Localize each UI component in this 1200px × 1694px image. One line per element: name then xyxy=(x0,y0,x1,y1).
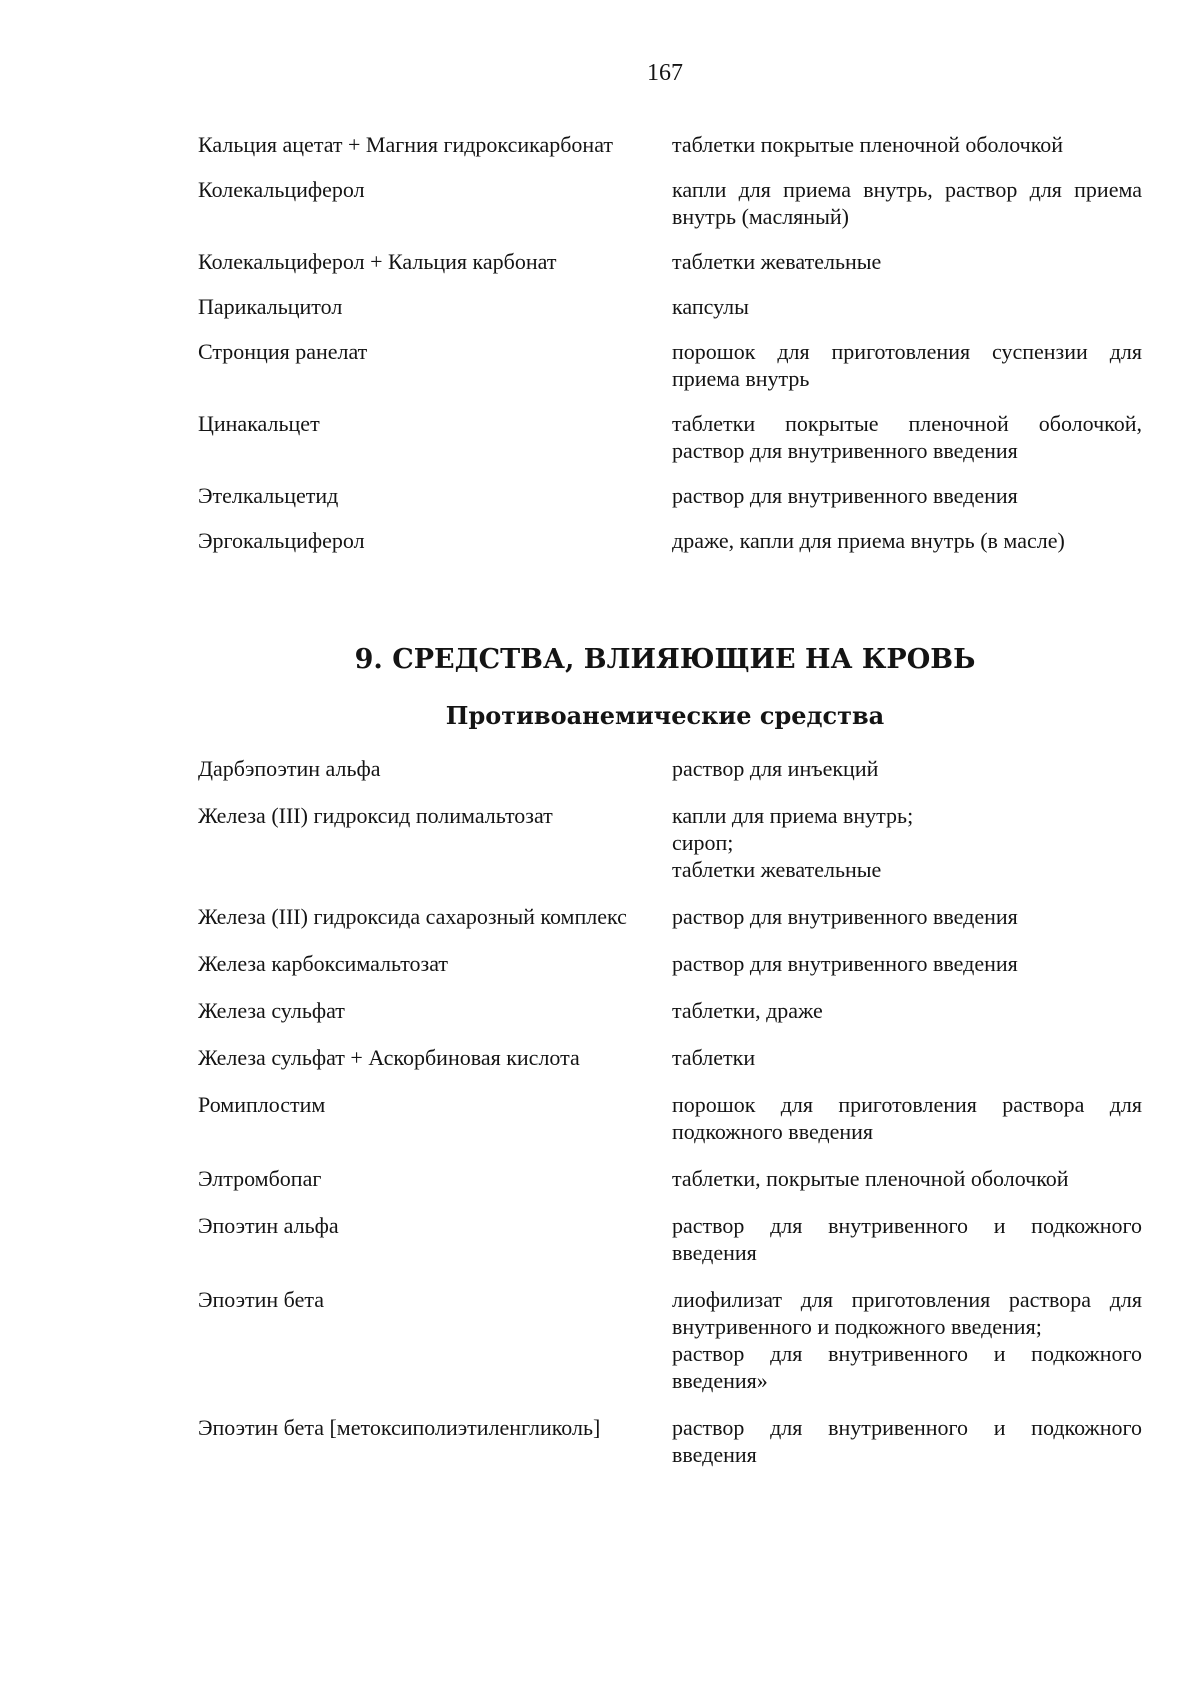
drug-name: Эпоэтин бета [метоксиполиэтиленгликоль] xyxy=(198,1415,601,1440)
dosage-form: раствор для внутривенного введения xyxy=(672,483,1018,508)
drug-row xyxy=(198,527,1148,554)
drug-row xyxy=(198,1414,1148,1468)
section-title: 9. СРЕДСТВА, ВЛИЯЮЩИЕ НА КРОВЬ xyxy=(354,644,976,675)
drug-name: Эпоэтин альфа xyxy=(198,1213,339,1238)
drug-row xyxy=(198,802,1148,883)
drug-row xyxy=(198,1165,1148,1192)
dosage-form: таблетки, покрытые пленочной оболочкой xyxy=(672,1166,1069,1191)
dosage-form: таблетки жевательные xyxy=(672,249,882,274)
drug-row xyxy=(198,482,1148,509)
drug-name: Эпоэтин бета xyxy=(198,1287,324,1312)
dosage-form: капсулы xyxy=(672,294,749,319)
dosage-form: таблетки покрытые пленочной оболочкой, раствор для внутривенного введения xyxy=(672,411,1142,463)
drug-row xyxy=(198,997,1148,1024)
drug-name: Кальция ацетат + Магния гидроксикарбонат xyxy=(198,132,614,157)
drug-name: Колекальциферол + Кальция карбонат xyxy=(198,249,557,274)
drug-name: Колекальциферол xyxy=(198,177,365,202)
drug-name: Парикальцитол xyxy=(198,294,343,319)
dosage-form: таблетки xyxy=(672,1045,756,1070)
dosage-form: порошок для приготовления раствора для подкожного введения xyxy=(672,1092,1142,1144)
drug-name: Стронция ранелат xyxy=(198,339,368,364)
dosage-form: таблетки покрытые пленочной оболочкой xyxy=(672,132,1064,157)
drug-name: Железа (III) гидроксида сахарозный комплекс xyxy=(198,904,627,929)
drug-row xyxy=(198,338,1148,392)
drug-name: Элтромбопаг xyxy=(198,1166,322,1191)
drug-row xyxy=(198,293,1148,320)
section-subtitle: Противоанемические средства xyxy=(445,701,885,730)
drug-row xyxy=(198,131,1148,158)
dosage-form: раствор для внутривенного введения xyxy=(672,904,1018,929)
drug-name: Ромиплостим xyxy=(198,1092,326,1117)
drug-row xyxy=(198,1212,1148,1266)
page-number: 167 xyxy=(647,60,683,86)
drug-name: Железа карбоксимальтозат xyxy=(198,951,449,976)
drug-name: Железа сульфат xyxy=(198,998,345,1023)
drug-list-calcium xyxy=(198,131,1148,572)
dosage-form: капли для приема внутрь; сироп; таблетки жевательные xyxy=(672,803,914,882)
drug-name: Эргокальциферол xyxy=(198,528,365,553)
drug-list-antianemic xyxy=(198,755,1148,1488)
drug-row xyxy=(198,1091,1148,1145)
drug-row xyxy=(198,1286,1148,1394)
dosage-form: раствор для внутривенного введения xyxy=(672,951,1018,976)
drug-row xyxy=(198,176,1148,230)
dosage-form: таблетки, драже xyxy=(672,998,823,1023)
drug-name: Дарбэпоэтин альфа xyxy=(198,756,381,781)
drug-name: Железа сульфат + Аскорбиновая кислота xyxy=(198,1045,580,1070)
drug-row xyxy=(198,755,1148,782)
drug-row xyxy=(198,903,1148,930)
dosage-form: драже, капли для приема внутрь (в масле) xyxy=(672,528,1065,553)
drug-row xyxy=(198,410,1148,464)
drug-name: Цинакальцет xyxy=(198,411,320,436)
dosage-form: капли для приема внутрь, раствор для приема внутрь (масляный) xyxy=(672,177,1142,229)
drug-name: Этелкальцетид xyxy=(198,483,339,508)
dosage-form: раствор для внутривенного и подкожного введения xyxy=(672,1213,1142,1265)
dosage-form: лиофилизат для приготовления раствора для внутривенного и подкожного введения; раствор для внутривенного и подкожного введения» xyxy=(672,1287,1142,1393)
drug-row xyxy=(198,950,1148,977)
drug-row xyxy=(198,1044,1148,1071)
drug-name: Железа (III) гидроксид полимальтозат xyxy=(198,803,553,828)
dosage-form: порошок для приготовления суспензии для приема внутрь xyxy=(672,339,1142,391)
dosage-form: раствор для инъекций xyxy=(672,756,879,781)
drug-row xyxy=(198,248,1148,275)
dosage-form: раствор для внутривенного и подкожного введения xyxy=(672,1415,1142,1467)
